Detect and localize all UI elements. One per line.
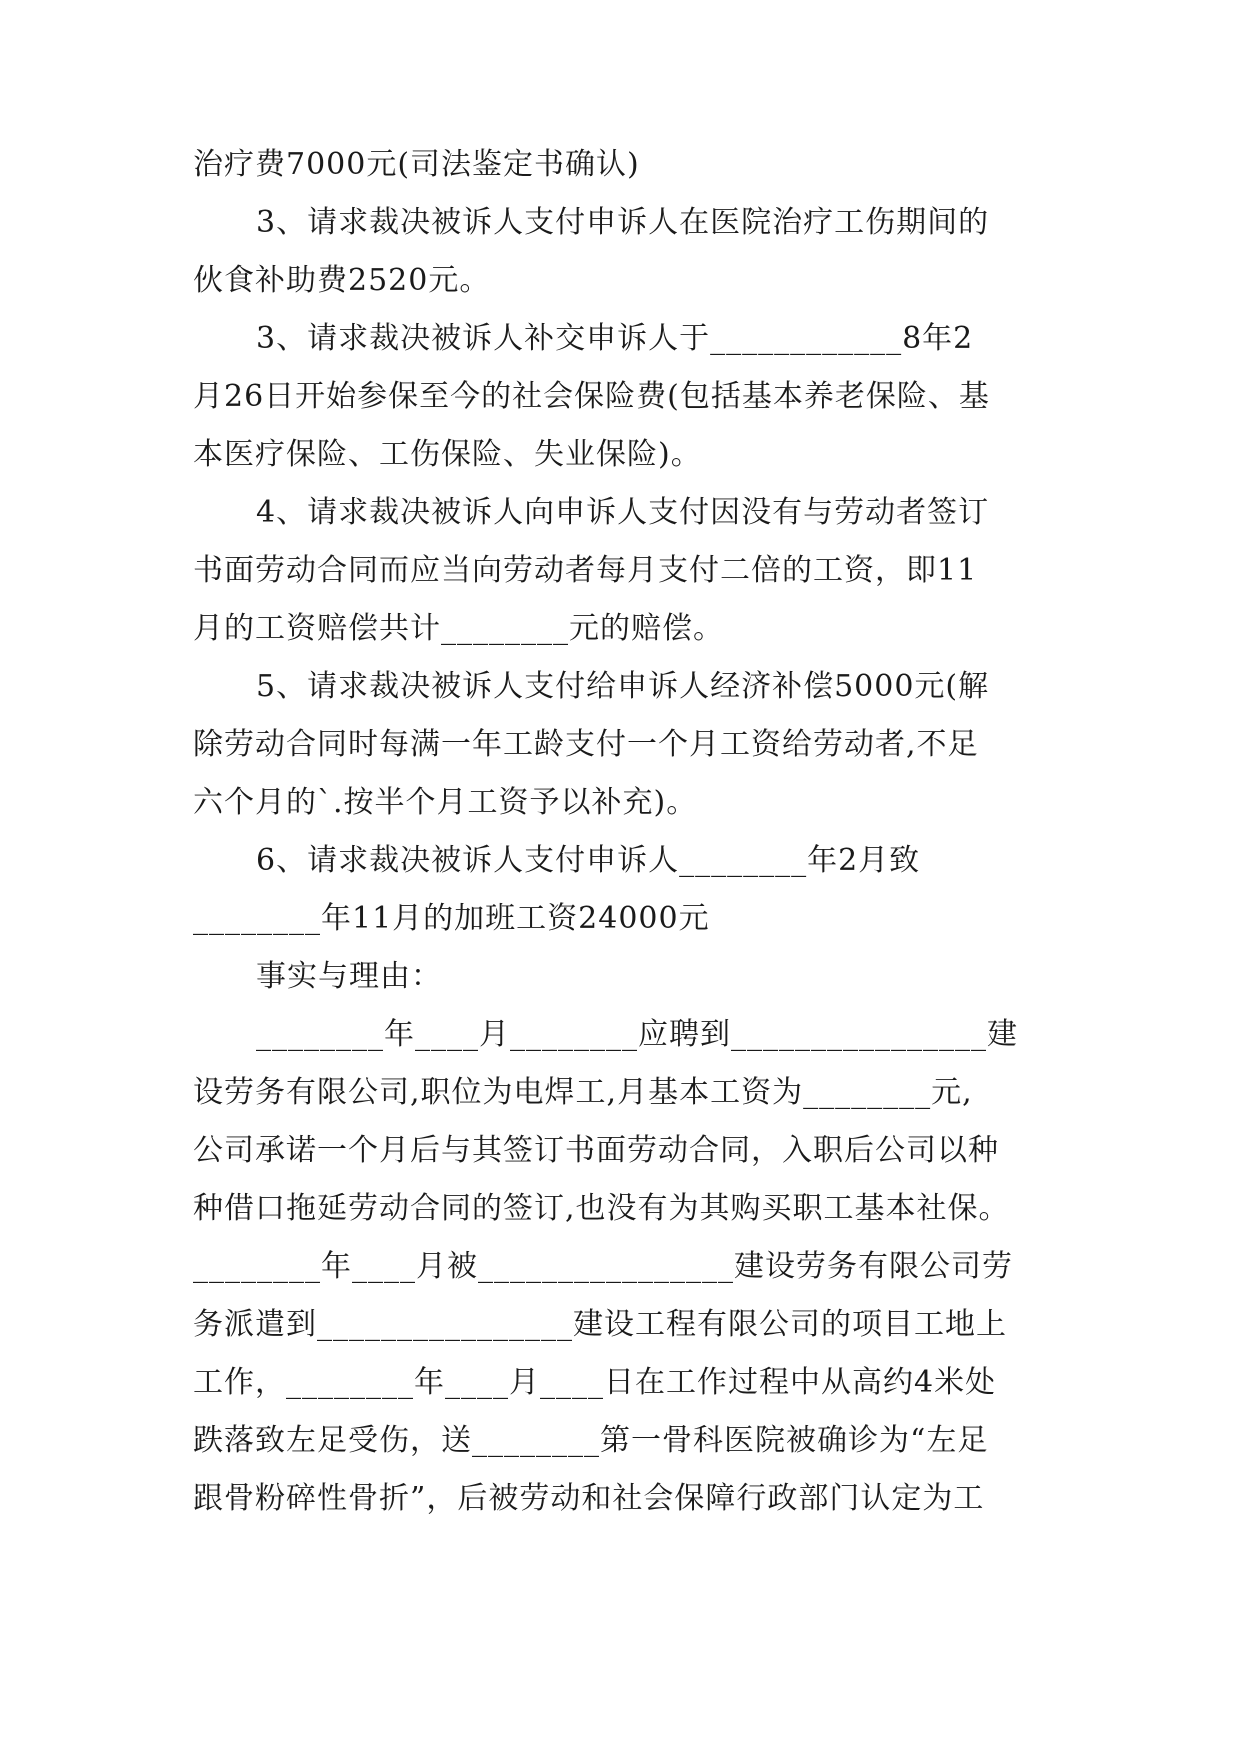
text-line: ________年11月的加班工资24000元 — [193, 901, 710, 936]
text-line: 3、请求裁决被诉人补交申诉人于____________8年2 — [256, 321, 974, 356]
text-line: 治疗费7000元(司法鉴定书确认) — [193, 147, 640, 182]
text-line: ________年____月________应聘到________________建 — [256, 1017, 1018, 1052]
text-line: 六个月的`.按半个月工资予以补充)。 — [193, 785, 698, 820]
text-line: 务派遣到________________建设工程有限公司的项目工地上 — [193, 1307, 1007, 1342]
text-line: 本医疗保险、工伤保险、失业保险)。 — [193, 437, 702, 472]
section-heading: 事实与理由： — [256, 959, 442, 994]
text-line: 工作，________年____月____日在工作过程中从高约4米处 — [193, 1365, 997, 1400]
text-line: 月的工资赔偿共计________元的赔偿。 — [193, 611, 724, 646]
text-line: 伙食补助费2520元。 — [193, 263, 491, 298]
text-line: 6、请求裁决被诉人支付申诉人________年2月致 — [256, 843, 921, 878]
text-line: 跟骨粉碎性骨折”，后被劳动和社会保障行政部门认定为工 — [193, 1481, 985, 1516]
text-line: 书面劳动合同而应当向劳动者每月支付二倍的工资，即11 — [193, 553, 978, 588]
text-line: 种借口拖延劳动合同的签订,也没有为其购买职工基本社保。 — [193, 1191, 1010, 1226]
text-line: 公司承诺一个月后与其签订书面劳动合同，入职后公司以种 — [193, 1133, 999, 1168]
text-line: 除劳动合同时每满一年工龄支付一个月工资给劳动者,不足 — [193, 727, 979, 762]
text-line: 月26日开始参保至今的社会保险费(包括基本养老保险、基 — [193, 379, 990, 414]
text-line: 跌落致左足受伤，送________第一骨科医院被确诊为“左足 — [193, 1423, 989, 1458]
text-line: 5、请求裁决被诉人支付给申诉人经济补偿5000元(解 — [256, 669, 990, 704]
text-line: 3、请求裁决被诉人支付申诉人在医院治疗工伤期间的 — [256, 205, 990, 240]
text-line: ________年____月被________________建设劳务有限公司劳 — [193, 1249, 1013, 1284]
text-line: 4、请求裁决被诉人向申诉人支付因没有与劳动者签订 — [256, 495, 990, 530]
text-line: 设劳务有限公司,职位为电焊工,月基本工资为________元, — [193, 1075, 973, 1110]
